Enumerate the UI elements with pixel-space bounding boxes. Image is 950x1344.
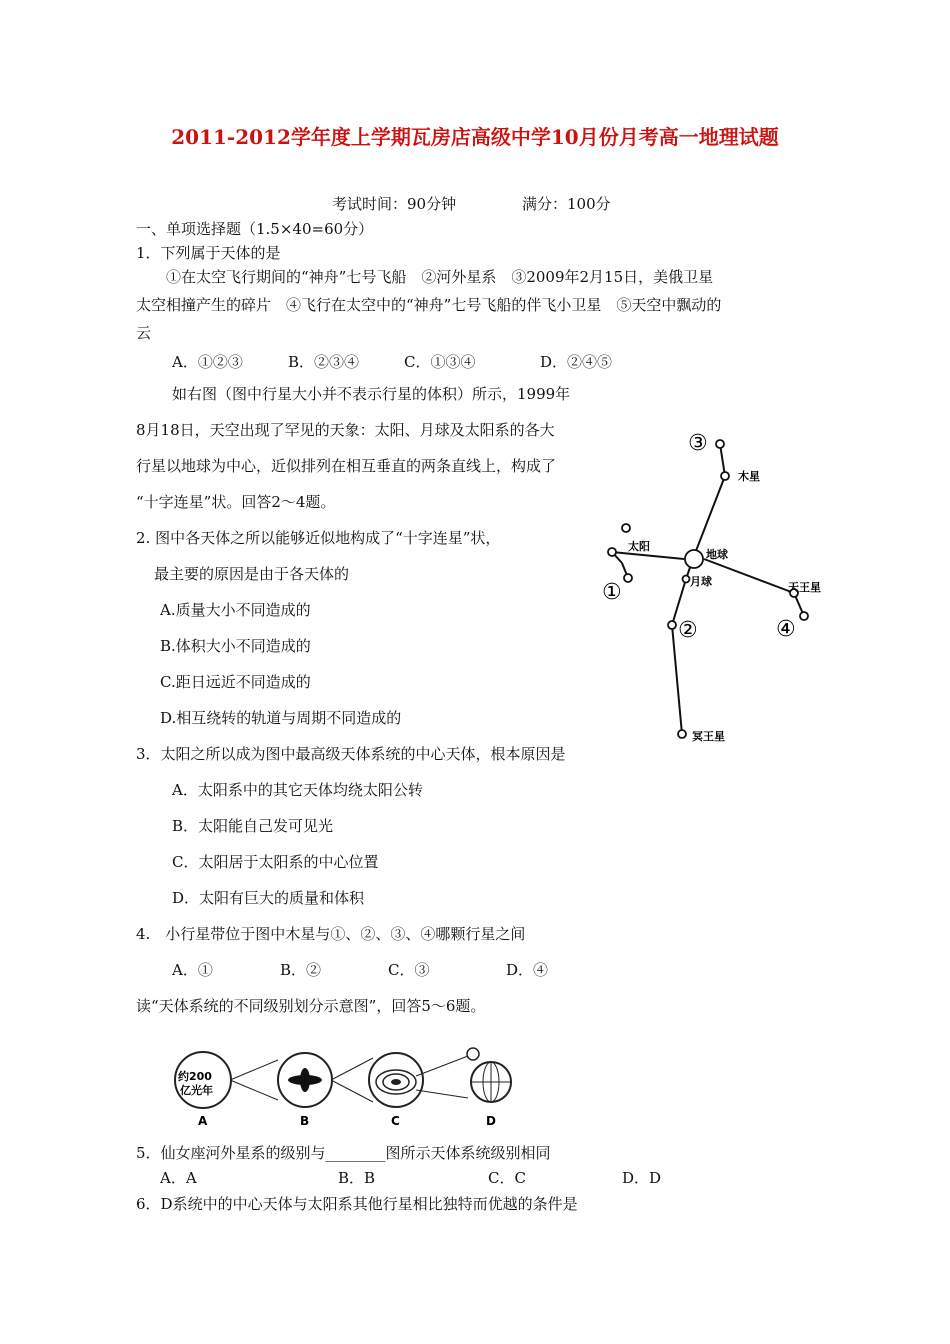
alignment-line [694,476,725,556]
q5-option-d: D．D [622,1169,662,1187]
planet-1-dot [624,574,632,582]
zoom-line [416,1056,468,1076]
small-dot [622,524,630,532]
label-2: ② [678,618,698,643]
q3-option-d: D．太阳有巨大的质量和体积 [172,889,365,907]
label-4: ④ [776,617,796,642]
q5-option-a: A．A [160,1169,197,1187]
label-3: ③ [688,431,708,456]
label-1: ① [602,580,622,605]
zoom-line [230,1080,278,1100]
q2-option-c: C.距日远近不同造成的 [160,673,311,691]
q3-option-c: C．太阳居于太阳系的中心位置 [172,853,379,871]
label-uranus: 天王星 [788,581,821,594]
intro-5-6: 读“天体系统的不同级别划分示意图”，回答5～6题。 [136,997,486,1015]
q1-option-a: A．①②③ [172,353,243,371]
zoom-line [331,1058,373,1080]
intro-line: 8月18日，天空出现了罕见的天象：太阳、月球及太阳系的各大 [136,421,555,439]
jupiter-dot [721,472,729,480]
zoom-line [230,1060,278,1080]
moon-icon [467,1048,479,1060]
sun-icon [391,1079,401,1085]
q4-stem: 4. 小行星带位于图中木星与①、②、③、④哪颗行星之间 [136,925,526,943]
cross-alignment-figure [598,428,828,750]
q3-stem: 3．太阳之所以成为图中最高级天体系统的中心天体，根本原因是 [136,745,566,763]
q1-option-c: C．①③④ [404,353,476,371]
planet-3-dot [716,440,724,448]
q2-option-b: B.体积大小不同造成的 [160,637,311,655]
q1-stem: 1．下列属于天体的是 [136,244,281,262]
sun-dot [608,548,616,556]
zoom-line [416,1090,468,1098]
q5-option-c: C．C [488,1169,526,1187]
q2-option-d: D.相互绕转的轨道与周期不同造成的 [160,709,402,727]
label-jupiter: 木星 [738,470,760,483]
q1-option-b: B．②③④ [288,353,360,371]
page-title: 2011-2012学年度上学期瓦房店高级中学10月份月考高一地理试题 [171,125,779,149]
q1-body-line: 太空相撞产生的碎片 ④飞行在太空中的“神舟”七号飞船的伴飞小卫星 ⑤天空中飘动的 [136,296,722,314]
q5-option-b: B．B [338,1169,376,1187]
label-moon: 月球 [690,575,712,588]
q3-option-b: B．太阳能自己发可见光 [172,817,334,835]
galaxy-icon [300,1068,310,1092]
q4-option-a: A．① [172,961,213,979]
system-levels-figure [168,1046,528,1130]
planet-4-dot [800,612,808,620]
label-sun: 太阳 [628,540,650,553]
q4-option-c: C．③ [388,961,430,979]
q1-body-line: ①在太空飞行期间的“神舟”七号飞船 ②河外星系 ③2009年2月15日，美俄卫星 [166,268,714,286]
q4-option-b: B．② [280,961,322,979]
system-a-label-1: 约200 [178,1070,212,1083]
intro-line: “十字连星”状。回答2～4题。 [136,493,336,511]
exam-score: 满分：100分 [522,195,611,213]
q6-stem: 6．D系统中的中心天体与太阳系其他行星相比独特而优越的条件是 [136,1195,578,1213]
q1-body-line: 云 [136,324,152,342]
system-letter-d: D [486,1114,496,1128]
q3-option-a: A．太阳系中的其它天体均绕太阳公转 [172,781,423,799]
system-a-label-2: 亿光年 [180,1084,213,1097]
system-letter-b: B [300,1114,310,1128]
zoom-line [331,1080,373,1102]
intro-line: 行星以地球为中心，近似排列在相互垂直的两条直线上，构成了 [136,457,557,475]
exam-time: 考试时间：90分钟 [332,195,457,213]
q1-option-d: D．②④⑤ [540,353,613,371]
label-earth: 地球 [706,548,728,561]
alignment-line [612,552,684,559]
q2-stem: 2. 图中各天体之所以能够近似地构成了“十字连星”状， [136,529,501,547]
planet-2-dot [668,621,676,629]
intro-line: 如右图（图中行星大小并不表示行星的体积）所示，1999年 [172,385,571,403]
system-letter-c: C [391,1114,400,1128]
q4-option-d: D．④ [506,961,549,979]
q2-stem: 最主要的原因是由于各天体的 [154,565,350,583]
alignment-line [704,559,794,593]
pluto-dot [678,730,686,738]
system-letter-a: A [198,1114,208,1128]
q5-stem: 5．仙女座河外星系的级别与________图所示天体系统级别相同 [136,1144,551,1162]
label-pluto: 冥王星 [692,730,725,743]
earth-dot [685,550,703,568]
q2-option-a: A.质量大小不同造成的 [160,601,311,619]
moon-dot [683,576,690,583]
section-heading: 一、单项选择题（1.5×40=60分） [136,220,374,238]
